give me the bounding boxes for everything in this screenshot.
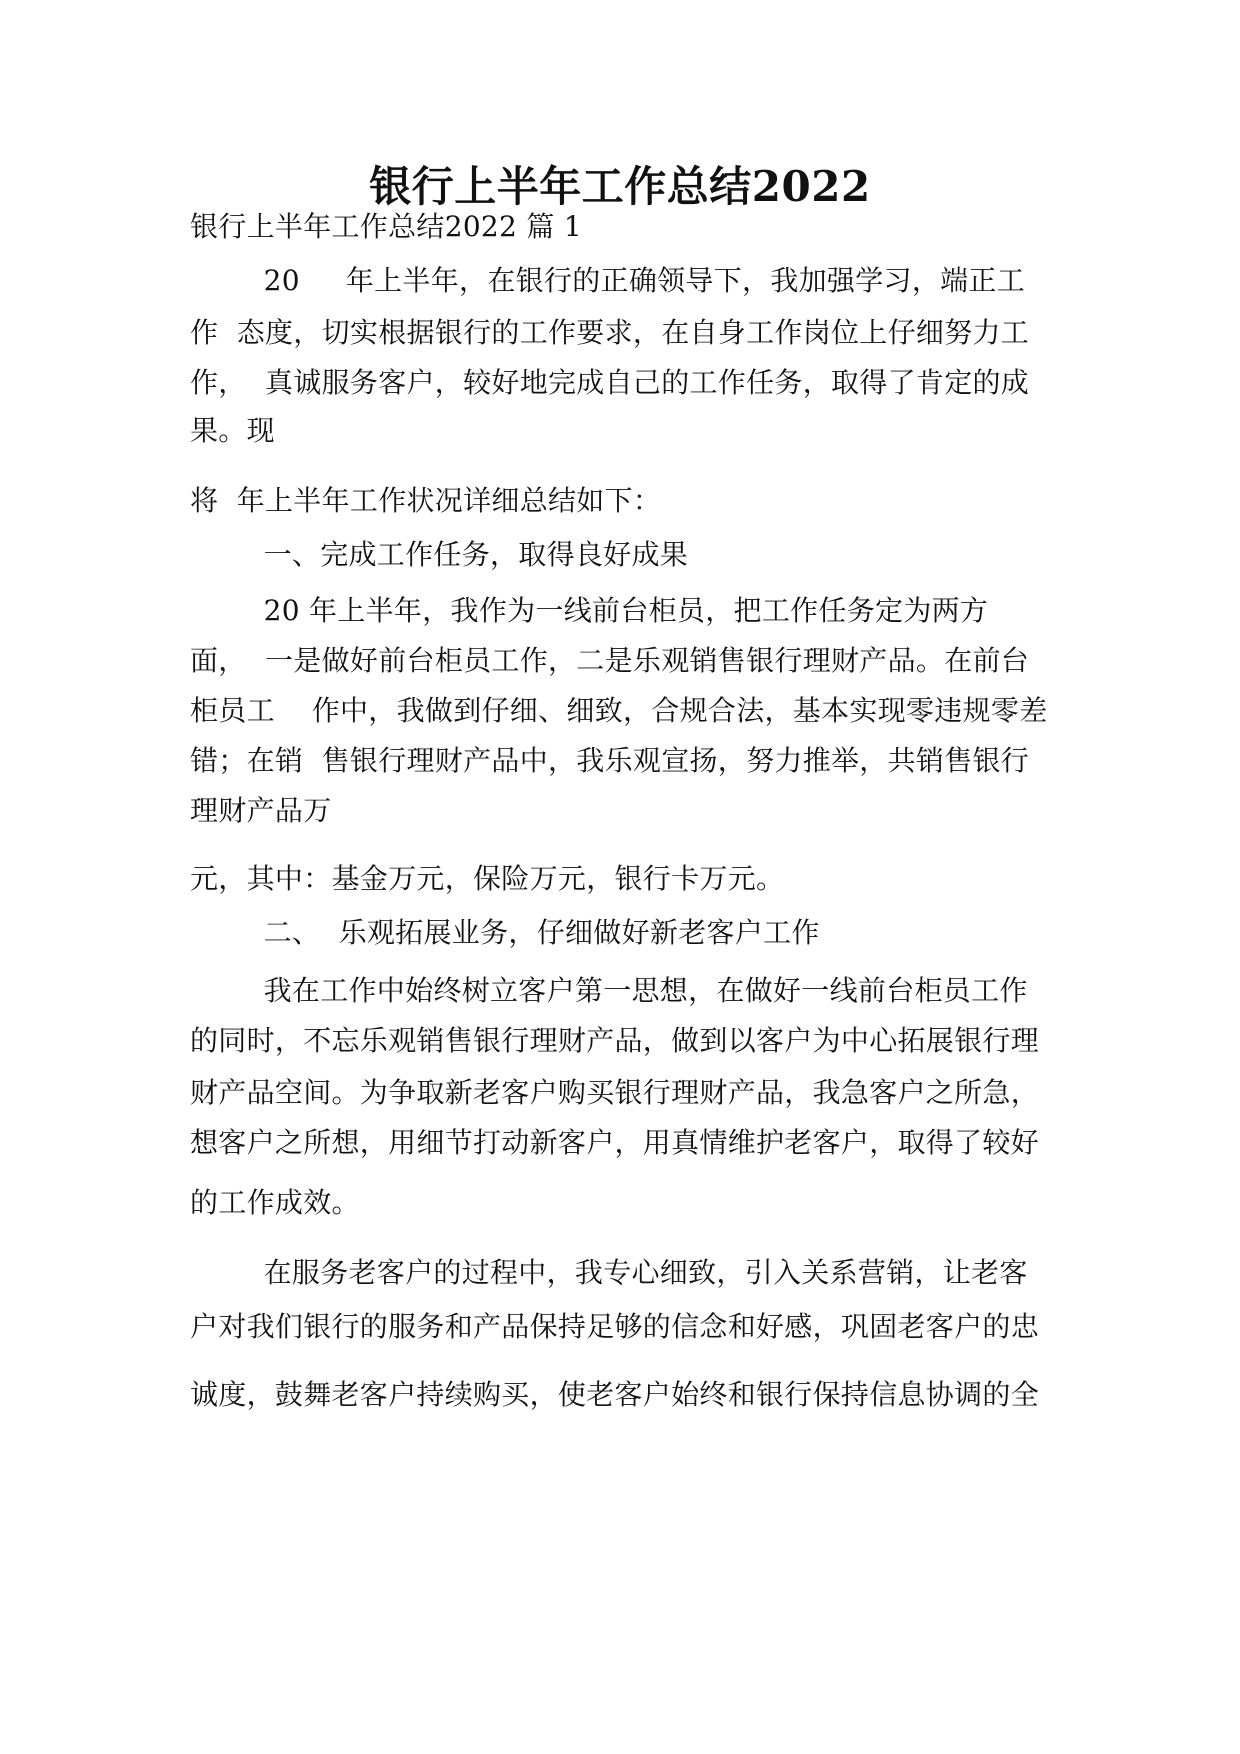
- section-heading-2: 二、 乐观拓展业务，仔细做好新老客户工作: [190, 916, 820, 949]
- paragraph-line: 20 年上半年，在银行的正确领导下，我加强学习，端正工: [190, 264, 1026, 297]
- paragraph-line: 在服务老客户的过程中，我专心细致，引入关系营销，让老客: [190, 1256, 1028, 1289]
- paragraph-line: 想客户之所想，用细节打动新客户，用真情维护老客户，取得了较好: [190, 1126, 1040, 1159]
- paragraph-line: 我在工作中始终树立客户第一思想，在做好一线前台柜员工作: [190, 974, 1028, 1007]
- paragraph-line: 果。现: [190, 414, 275, 447]
- paragraph-line: 的同时，不忘乐观销售银行理财产品，做到以客户为中心拓展银行理: [190, 1024, 1040, 1057]
- paragraph-line: 诚度，鼓舞老客户持续购买，使老客户始终和银行保持信息协调的全: [190, 1378, 1040, 1411]
- paragraph-line: 作， 真诚服务客户，较好地完成自己的工作任务，取得了肯定的成: [190, 366, 1030, 399]
- paragraph-line: 作 态度，切实根据银行的工作要求，在自身工作岗位上仔细努力工: [190, 316, 1030, 349]
- document-title: 银行上半年工作总结2022: [369, 162, 871, 211]
- paragraph-line: 将 年上半年工作状况详细总结如下：: [190, 484, 662, 517]
- paragraph-line: 错；在销 售银行理财产品中，我乐观宣扬，努力推举，共销售银行: [190, 744, 1030, 777]
- section-heading-1: 一、完成工作任务，取得良好成果: [190, 538, 689, 571]
- paragraph-line: 20 年上半年，我作为一线前台柜员，把工作任务定为两方: [190, 594, 989, 627]
- paragraph-line: 面， 一是做好前台柜员工作，二是乐观销售银行理财产品。在前台: [190, 644, 1030, 677]
- paragraph-line: 的工作成效。: [190, 1186, 360, 1219]
- paragraph-line: 财产品空间。为争取新老客户购买银行理财产品，我急客户之所急，: [190, 1076, 1040, 1109]
- paragraph-line: 元，其中：基金万元，保险万元，银行卡万元。: [190, 862, 785, 895]
- paragraph-line: 理财产品万: [190, 794, 332, 827]
- paragraph-line: 柜员工 作中，我做到仔细、细致，合规合法，基本实现零违规零差: [190, 694, 1048, 727]
- paragraph-line: 户对我们银行的服务和产品保持足够的信念和好感，巩固老客户的忠: [190, 1310, 1040, 1343]
- document-subtitle: 银行上半年工作总结2022 篇 1: [190, 210, 582, 243]
